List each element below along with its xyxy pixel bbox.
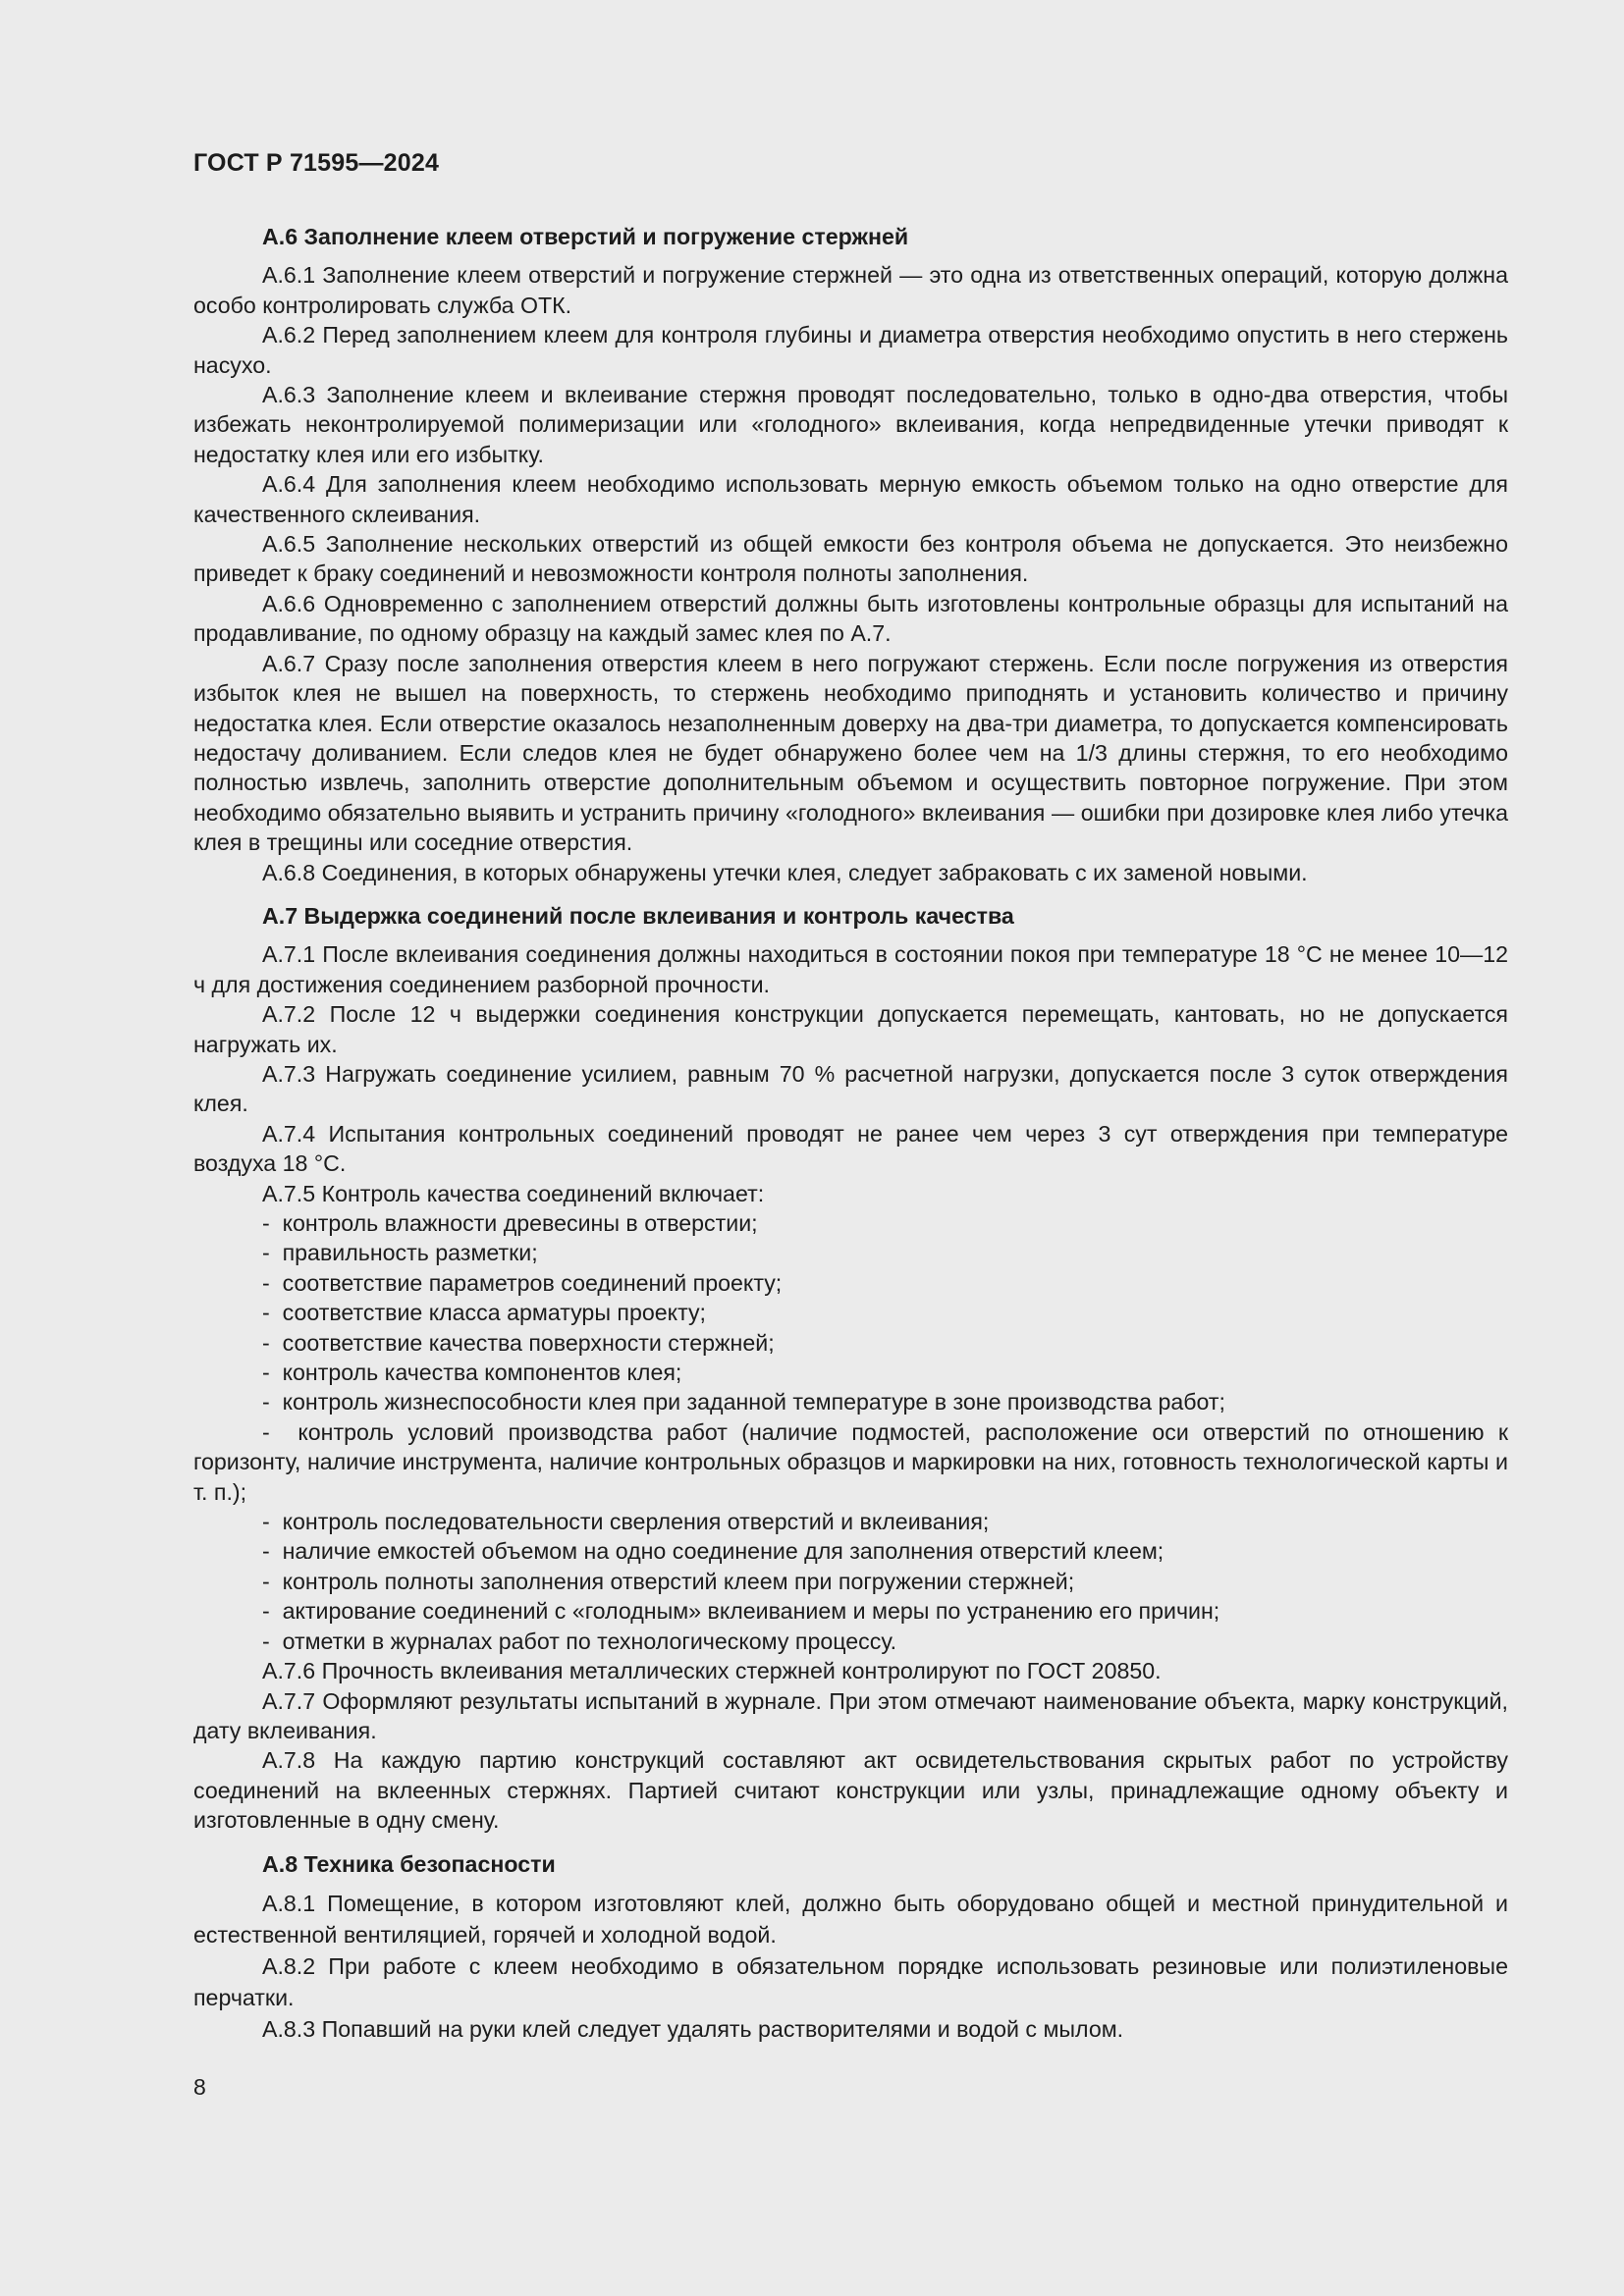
quality-control-list [193, 1208, 1508, 1656]
list-item: - контроль последовательности сверления отверстий и вклеивания; [193, 1507, 1508, 1536]
paragraph-a6-8: А.6.8 Соединения, в которых обнаружены утечки клея, следует забраковать с их заменой новыми. [262, 859, 1308, 885]
list-item: - наличие емкостей объемом на одно соединение для заполнения отверстий клеем; [193, 1536, 1508, 1566]
paragraph-a7-6: А.7.6 Прочность вклеивания металлических стержней контролируют по ГОСТ 20850. [262, 1658, 1162, 1684]
list-item: - контроль жизнеспособности клея при заданной температуре в зоне производства работ; [193, 1387, 1508, 1416]
paragraph-a7-5: А.7.5 Контроль качества соединений включает: [262, 1180, 765, 1206]
list-item: - соответствие параметров соединений проекту; [193, 1268, 1508, 1298]
list-item: - контроль полноты заполнения отверстий клеем при погружении стержней; [193, 1567, 1508, 1596]
paragraph-a7-4: А.7.4 Испытания контрольных соединений проводят не ранее чем через 3 сут отверждения при температуре воздуха 18 °С. [193, 1120, 1508, 1177]
list-item: - правильность разметки; [193, 1238, 1508, 1267]
paragraph-a6-6: А.6.6 Одновременно с заполнением отверстий должны быть изготовлены контрольные образцы для испытаний на продавливание, по одному образцу на каждый замес клея по А.7. [193, 590, 1508, 647]
list-item: - соответствие класса арматуры проекту; [193, 1298, 1508, 1327]
paragraph-a6-1: А.6.1 Заполнение клеем отверстий и погружение стержней — это одна из ответственных операций, которую должна особо контролировать служба ОТК. [193, 262, 1508, 318]
paragraph-a6-2: А.6.2 Перед заполнением клеем для контроля глубины и диаметра отверстия необходимо опустить в него стержень насухо. [193, 322, 1508, 378]
paragraph-a7-1: А.7.1 После вклеивания соединения должны находиться в состоянии покоя при температуре 18 °С не менее 10—12 ч для достижения соединением разборной прочности. [193, 941, 1508, 997]
paragraph-a6-7: А.6.7 Сразу после заполнения отверстия клеем в него погружают стержень. Если после погружения из отверстия избыток клея не вышел на поверхность, то стержень необходимо приподнять и установить количество и причину недостатка клея. Если отверстие оказалось незаполненным доверху на два-три диаметра, то допускается компенсировать недостачу доливанием. Если следов клея не будет обнаружено более чем на 1/3 длины стержня, то его необходимо полностью извлечь, заполнить отверстие дополнительным объемом и осуществить повторное погружение. При этом необходимо обязательно выявить и устранить причину «голодного» вклеивания — ошибки при дозировке клея либо утечка клея в трещины или соседние отверстия. [193, 650, 1508, 856]
paragraph-a7-8: А.7.8 На каждую партию конструкций составляют акт освидетельствования скрытых работ по устройству соединений на вклеенных стержнях. Партией считают конструкции или узлы, принадлежащие одному объекту и изготовленные в одну смену. [193, 1747, 1508, 1834]
paragraph-a8-3: А.8.3 Попавший на руки клей следует удалять растворителями и водой с мылом. [262, 2015, 1124, 2042]
paragraph-a6-5: А.6.5 Заполнение нескольких отверстий из общей емкости без контроля объема не допускается. Это неизбежно приведет к браку соединений и невозможности контроля полноты заполнения. [193, 531, 1508, 587]
list-item: - контроль условий производства работ (наличие подмостей, расположение оси отверстий по отношению к горизонту, наличие инструмента, наличие контрольных образцов и маркировки на них, готовность технологической карты и т. п.); [193, 1417, 1508, 1507]
section-title-a7: А.7 Выдержка соединений после вклеивания и контроль качества [262, 902, 1014, 929]
list-item: - актирование соединений с «голодным» вклеиванием и меры по устранению его причин; [193, 1596, 1508, 1626]
section-title-a6: А.6 Заполнение клеем отверстий и погружение стержней [262, 224, 909, 249]
paragraph-a6-4: А.6.4 Для заполнения клеем необходимо использовать мерную емкость объемом только на одно отверстие для качественного склеивания. [193, 471, 1508, 527]
paragraph-a7-2: А.7.2 После 12 ч выдержки соединения конструкции допускается перемещать, кантовать, но не допускается нагружать их. [193, 1001, 1508, 1057]
section-title-a8: А.8 Техника безопасности [262, 1850, 556, 1877]
document-body [193, 222, 1508, 2045]
paragraph-a8-2: А.8.2 При работе с клеем необходимо в обязательном порядке использовать резиновые или полиэтиленовые перчатки. [193, 1952, 1508, 2010]
page-number: 8 [193, 2074, 206, 2100]
paragraph-a7-7: А.7.7 Оформляют результаты испытаний в журнале. При этом отмечают наименование объекта, марку конструкций, дату вклеивания. [193, 1687, 1508, 1743]
list-item: - соответствие качества поверхности стержней; [193, 1328, 1508, 1358]
document-header-id: ГОСТ Р 71595—2024 [193, 149, 440, 177]
list-item: - отметки в журналах работ по технологическому процессу. [193, 1627, 1508, 1656]
section-a8-body [193, 1888, 1508, 2045]
paragraph-a7-3: А.7.3 Нагружать соединение усилием, равным 70 % расчетной нагрузки, допускается после 3 суток отверждения клея. [193, 1060, 1508, 1117]
list-item: - контроль влажности древесины в отверстии; [193, 1208, 1508, 1238]
paragraph-a6-3: А.6.3 Заполнение клеем и вклеивание стержня проводят последовательно, только в одно-два отверстия, чтобы избежать неконтролируемой полимеризации или «голодного» вклеивания, когда непредвиденные утечки приводят к недостатку клея или его избытку. [193, 382, 1508, 467]
list-item: - контроль качества компонентов клея; [193, 1358, 1508, 1387]
paragraph-a8-1: А.8.1 Помещение, в котором изготовляют клей, должно быть оборудовано общей и местной принудительной и естественной вентиляцией, горячей и холодной водой. [193, 1890, 1508, 1948]
